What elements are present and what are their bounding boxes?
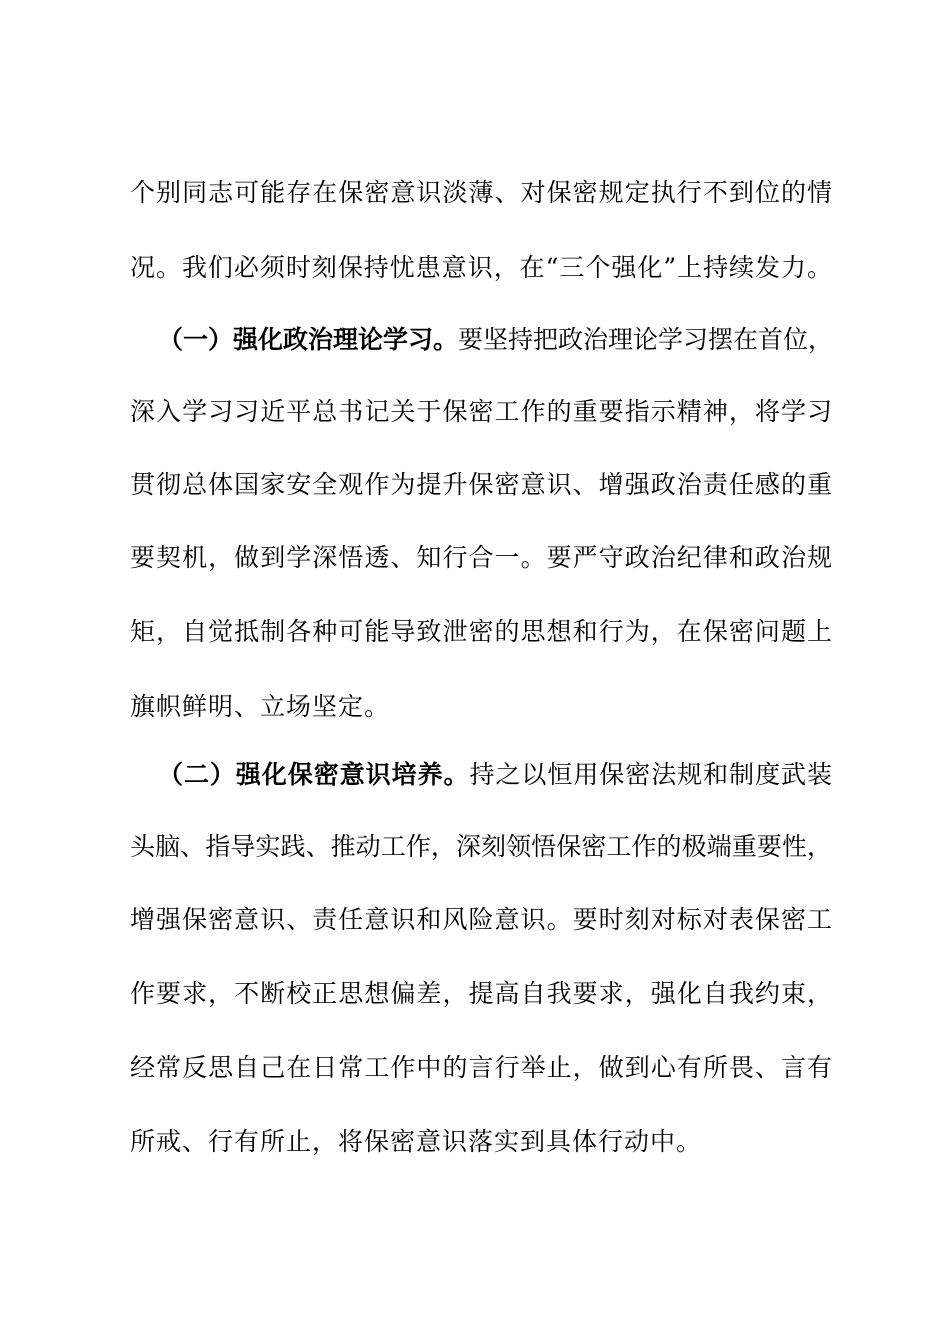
section-heading: （一）强化政治理论学习。 bbox=[158, 325, 459, 354]
line-text: 旗帜鲜明、立场坚定。 bbox=[130, 692, 391, 721]
line-text: 矩，自觉抵制各种可能导致泄密的思想和行为，在保密问题上 bbox=[130, 617, 832, 646]
section-heading-line bbox=[158, 760, 832, 790]
paragraph-line bbox=[130, 543, 832, 573]
line-text: 所戒、行有所止，将保密意识落实到具体行动中。 bbox=[130, 1127, 703, 1156]
line-text: 作要求，不断校正思想偏差，提高自我要求，强化自我约束， bbox=[130, 979, 832, 1008]
line-text: 贯彻总体国家安全观作为提升保密意识、增强政治责任感的重 bbox=[130, 470, 832, 499]
line-text: 要契机，做到学深悟透、知行合一。要严守政治纪律和政治规 bbox=[130, 543, 832, 572]
paragraph-line bbox=[130, 905, 832, 935]
line-text: 要坚持把政治理论学习摆在首位， bbox=[458, 325, 834, 354]
line-text: 增强保密意识、责任意识和风险意识。要时刻对标对表保密工 bbox=[130, 905, 832, 934]
line-text: 经常反思自己在日常工作中的言行举止，做到心有所畏、言有 bbox=[130, 1053, 832, 1082]
line-text: 个别同志可能存在保密意识淡薄、对保密规定执行不到位的情 bbox=[130, 178, 832, 207]
line-text: 头脑、指导实践、推动工作，深刻领悟保密工作的极端重要性， bbox=[130, 832, 832, 861]
line-text: 况。我们必须时刻保持忧患意识，在“三个强化”上持续发力。 bbox=[130, 253, 832, 282]
paragraph-line bbox=[130, 470, 832, 500]
section-heading-line bbox=[158, 325, 832, 355]
paragraph-line bbox=[130, 617, 832, 647]
line-text: 持之以恒用保密法规和制度武装 bbox=[469, 760, 832, 789]
paragraph-line bbox=[130, 253, 832, 283]
section-heading: （二）强化保密意识培养。 bbox=[158, 760, 470, 789]
paragraph-line bbox=[130, 692, 832, 722]
paragraph-line bbox=[130, 1127, 832, 1157]
line-text: 深入学习习近平总书记关于保密工作的重要指示精神，将学习 bbox=[130, 397, 832, 426]
paragraph-line bbox=[130, 1053, 832, 1083]
paragraph-line bbox=[130, 832, 832, 862]
paragraph-line bbox=[130, 178, 832, 208]
paragraph-line bbox=[130, 397, 832, 427]
paragraph-line bbox=[130, 979, 832, 1009]
